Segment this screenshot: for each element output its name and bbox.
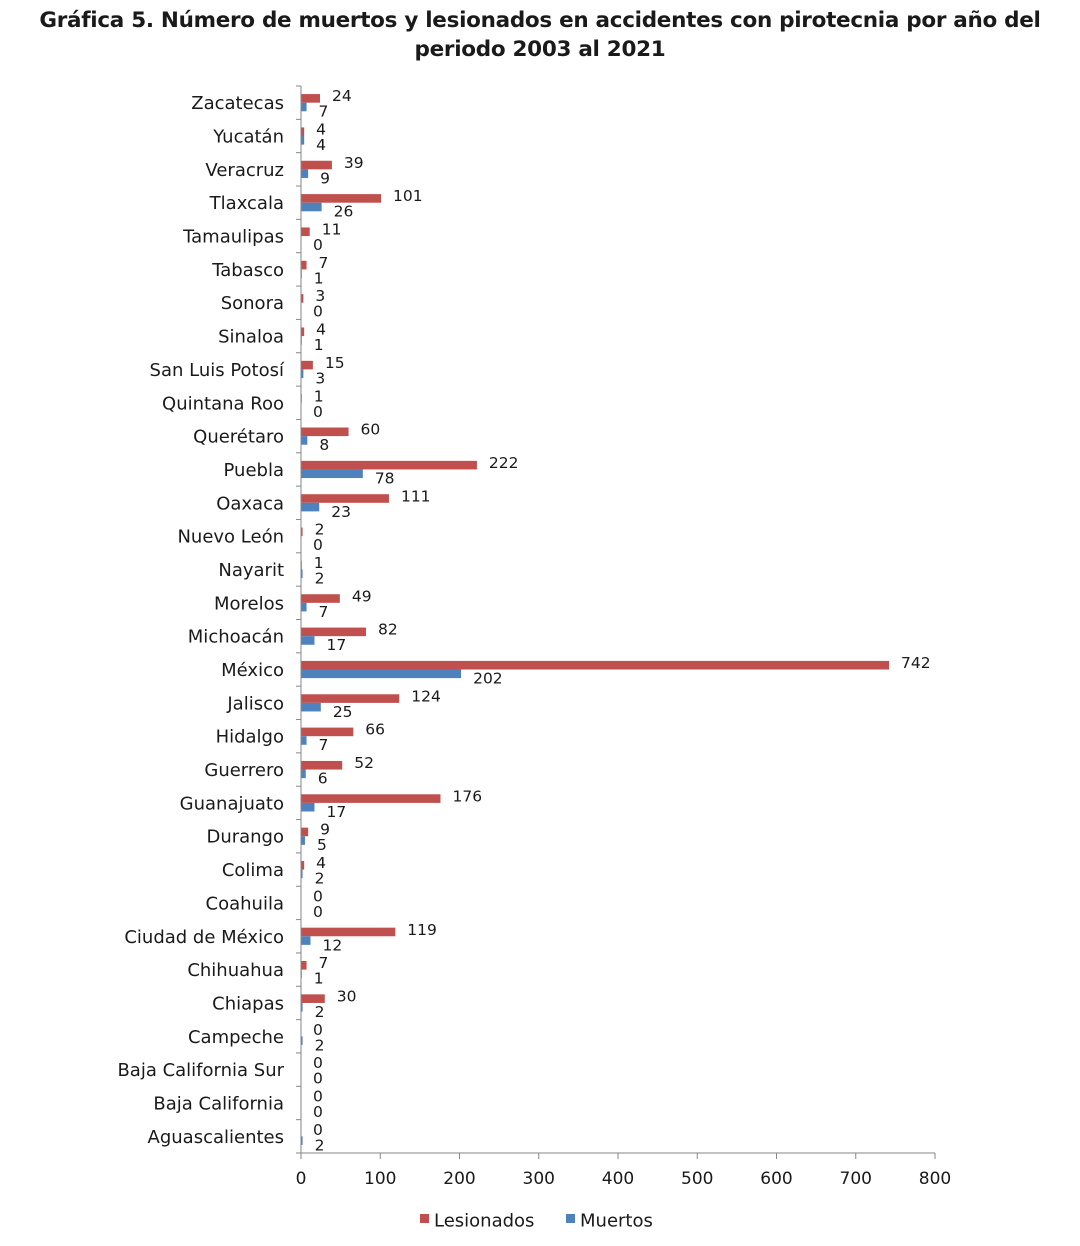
- category-label: Morelos: [213, 593, 284, 615]
- data-label-muertos: 7: [318, 102, 329, 121]
- bar-muertos: [301, 936, 311, 945]
- data-label-muertos: 1: [313, 336, 324, 355]
- category-label: Campeche: [187, 1026, 284, 1048]
- data-label-muertos: 1: [313, 269, 324, 288]
- data-label-muertos: 23: [331, 502, 351, 521]
- data-label-muertos: 26: [333, 202, 354, 221]
- bar-lesionados: [301, 94, 320, 103]
- data-label-lesionados: 60: [360, 420, 381, 439]
- category-label: Baja California Sur: [117, 1060, 284, 1082]
- bar-muertos: [301, 603, 307, 612]
- bar-muertos: [301, 736, 307, 745]
- bar-lesionados: [301, 928, 395, 937]
- bar-muertos: [301, 203, 322, 212]
- data-label-lesionados: 7: [318, 954, 329, 973]
- category-label: Aguascalientes: [147, 1126, 284, 1148]
- data-label-muertos: 2: [314, 569, 325, 588]
- bar-muertos: [301, 469, 363, 478]
- data-label-lesionados: 30: [336, 987, 357, 1006]
- category-label: Coahuila: [205, 893, 284, 915]
- bar-lesionados: [301, 694, 399, 703]
- data-label-lesionados: 4: [316, 120, 327, 139]
- data-label-muertos: 202: [473, 669, 503, 688]
- x-tick-label: 500: [681, 1169, 714, 1189]
- x-tick-label: 600: [760, 1169, 793, 1189]
- bar-lesionados: [301, 428, 349, 437]
- bar-lesionados: [301, 227, 310, 236]
- data-label-muertos: 7: [318, 602, 329, 621]
- x-tick-label: 200: [443, 1169, 476, 1189]
- category-label: Michoacán: [187, 626, 284, 648]
- category-label: México: [221, 660, 284, 682]
- data-label-muertos: 8: [319, 436, 330, 455]
- x-tick-label: 700: [839, 1169, 872, 1189]
- bar-muertos: [301, 169, 308, 178]
- data-label-lesionados: 82: [377, 620, 398, 639]
- legend-label-lesionados: Lesionados: [434, 1210, 535, 1232]
- data-label-muertos: 0: [313, 902, 323, 921]
- bar-muertos: [301, 803, 314, 812]
- bar-muertos: [301, 503, 319, 512]
- data-label-lesionados: 111: [400, 487, 431, 506]
- category-label: Colima: [221, 860, 284, 882]
- data-label-lesionados: 4: [316, 854, 327, 873]
- data-label-lesionados: 49: [351, 587, 372, 606]
- category-label: Ciudad de México: [124, 926, 284, 948]
- bar-lesionados: [301, 194, 381, 203]
- bar-lesionados: [301, 994, 325, 1003]
- data-label-muertos: 2: [314, 869, 325, 888]
- category-label: Hidalgo: [215, 726, 284, 748]
- category-label: Jalisco: [227, 693, 284, 715]
- x-tick-label: 400: [601, 1169, 635, 1189]
- data-label-muertos: 17: [326, 636, 347, 655]
- data-label-lesionados: 0: [313, 1020, 323, 1039]
- data-label-lesionados: 119: [407, 920, 437, 939]
- bar-lesionados: [301, 728, 353, 737]
- x-tick-label: 100: [364, 1169, 397, 1189]
- data-label-muertos: 9: [320, 169, 331, 188]
- data-label-lesionados: 7: [318, 253, 329, 272]
- category-label: Nuevo León: [177, 526, 284, 548]
- category-label: Tamaulipas: [183, 226, 284, 248]
- category-label: Guerrero: [204, 760, 284, 782]
- bar-lesionados: [301, 961, 307, 970]
- bar-muertos: [301, 103, 307, 112]
- category-label: Veracruz: [205, 159, 284, 181]
- data-label-muertos: 2: [314, 1036, 325, 1055]
- category-label: Baja California: [153, 1093, 284, 1115]
- data-label-muertos: 0: [313, 236, 323, 255]
- data-label-lesionados: 0: [313, 1054, 323, 1073]
- data-label-lesionados: 0: [313, 1120, 323, 1139]
- category-label: Sinaloa: [218, 326, 284, 348]
- data-label-lesionados: 15: [324, 353, 345, 372]
- data-label-muertos: 25: [332, 702, 353, 721]
- bar-lesionados: [301, 594, 340, 603]
- data-label-lesionados: 176: [452, 787, 483, 806]
- data-label-muertos: 0: [313, 302, 323, 321]
- data-label-lesionados: 11: [321, 220, 342, 239]
- data-label-lesionados: 39: [343, 153, 364, 172]
- data-label-lesionados: 0: [313, 1087, 323, 1106]
- bar-lesionados: [301, 761, 342, 770]
- data-label-muertos: 2: [314, 1136, 325, 1155]
- bar-muertos: [301, 836, 305, 845]
- category-label: Zacatecas: [191, 93, 284, 115]
- data-label-muertos: 4: [316, 136, 327, 155]
- bar-lesionados: [301, 794, 440, 803]
- data-label-muertos: 0: [313, 1069, 323, 1088]
- data-label-muertos: 2: [314, 1002, 325, 1021]
- data-label-muertos: 6: [317, 769, 328, 788]
- category-label: Oaxaca: [216, 493, 284, 515]
- bar-muertos: [301, 436, 307, 445]
- x-tick-label: 800: [918, 1169, 952, 1189]
- bar-lesionados: [301, 661, 889, 670]
- category-label: Chihuahua: [187, 960, 284, 982]
- bar-lesionados: [301, 161, 332, 170]
- data-label-muertos: 78: [374, 469, 395, 488]
- bar-muertos: [301, 670, 461, 679]
- legend-label-muertos: Muertos: [580, 1210, 653, 1232]
- category-label: Durango: [206, 826, 284, 848]
- data-label-muertos: 0: [313, 1102, 323, 1121]
- data-label-lesionados: 66: [365, 720, 386, 739]
- data-label-muertos: 12: [322, 936, 343, 955]
- bar-lesionados: [301, 628, 366, 637]
- data-label-muertos: 0: [313, 536, 323, 555]
- category-label: Querétaro: [193, 426, 284, 448]
- legend-swatch-muertos: [566, 1214, 575, 1223]
- category-label: San Luis Potosí: [149, 359, 284, 381]
- chart-title-line-1: Gráfica 5. Número de muertos y lesionados en accidentes con pirotecnia por año del: [39, 8, 1041, 33]
- category-label: Quintana Roo: [162, 393, 284, 415]
- x-tick-label: 0: [295, 1169, 307, 1189]
- data-label-muertos: 3: [315, 369, 326, 388]
- bar-lesionados: [301, 261, 307, 270]
- category-label: Puebla: [223, 459, 284, 481]
- category-label: Sonora: [220, 293, 284, 315]
- data-label-muertos: 1: [313, 969, 324, 988]
- data-label-lesionados: 0: [313, 887, 323, 906]
- data-label-lesionados: 24: [332, 87, 352, 106]
- data-label-lesionados: 101: [393, 187, 423, 206]
- bar-lesionados: [301, 828, 308, 837]
- bar-muertos: [301, 636, 314, 645]
- data-label-muertos: 7: [318, 736, 329, 755]
- category-label: Tabasco: [212, 259, 284, 281]
- category-label: Chiapas: [212, 993, 284, 1015]
- category-label: Guanajuato: [179, 793, 284, 815]
- data-label-lesionados: 1: [313, 387, 324, 406]
- data-label-lesionados: 1: [313, 553, 324, 572]
- data-label-lesionados: 3: [315, 287, 326, 306]
- category-label: Nayarit: [218, 559, 284, 581]
- category-label: Yucatán: [213, 126, 284, 148]
- x-tick-label: 300: [522, 1169, 555, 1189]
- data-label-lesionados: 9: [320, 820, 331, 839]
- bar-lesionados: [301, 461, 477, 470]
- legend-swatch-lesionados: [420, 1214, 429, 1223]
- data-label-lesionados: 222: [488, 453, 519, 472]
- category-label: Tlaxcala: [209, 193, 284, 215]
- data-label-muertos: 17: [326, 802, 347, 821]
- bar-lesionados: [301, 361, 313, 370]
- bar-muertos: [301, 703, 321, 712]
- data-label-lesionados: 4: [316, 320, 327, 339]
- data-label-lesionados: 124: [411, 687, 441, 706]
- data-label-lesionados: 742: [901, 654, 931, 673]
- bar-muertos: [301, 770, 306, 779]
- bar-lesionados: [301, 494, 389, 503]
- data-label-muertos: 5: [316, 836, 327, 855]
- data-label-lesionados: 52: [354, 754, 374, 773]
- data-label-muertos: 0: [313, 402, 323, 421]
- chart-title-line-2: periodo 2003 al 2021: [414, 37, 666, 62]
- data-label-lesionados: 2: [314, 520, 325, 539]
